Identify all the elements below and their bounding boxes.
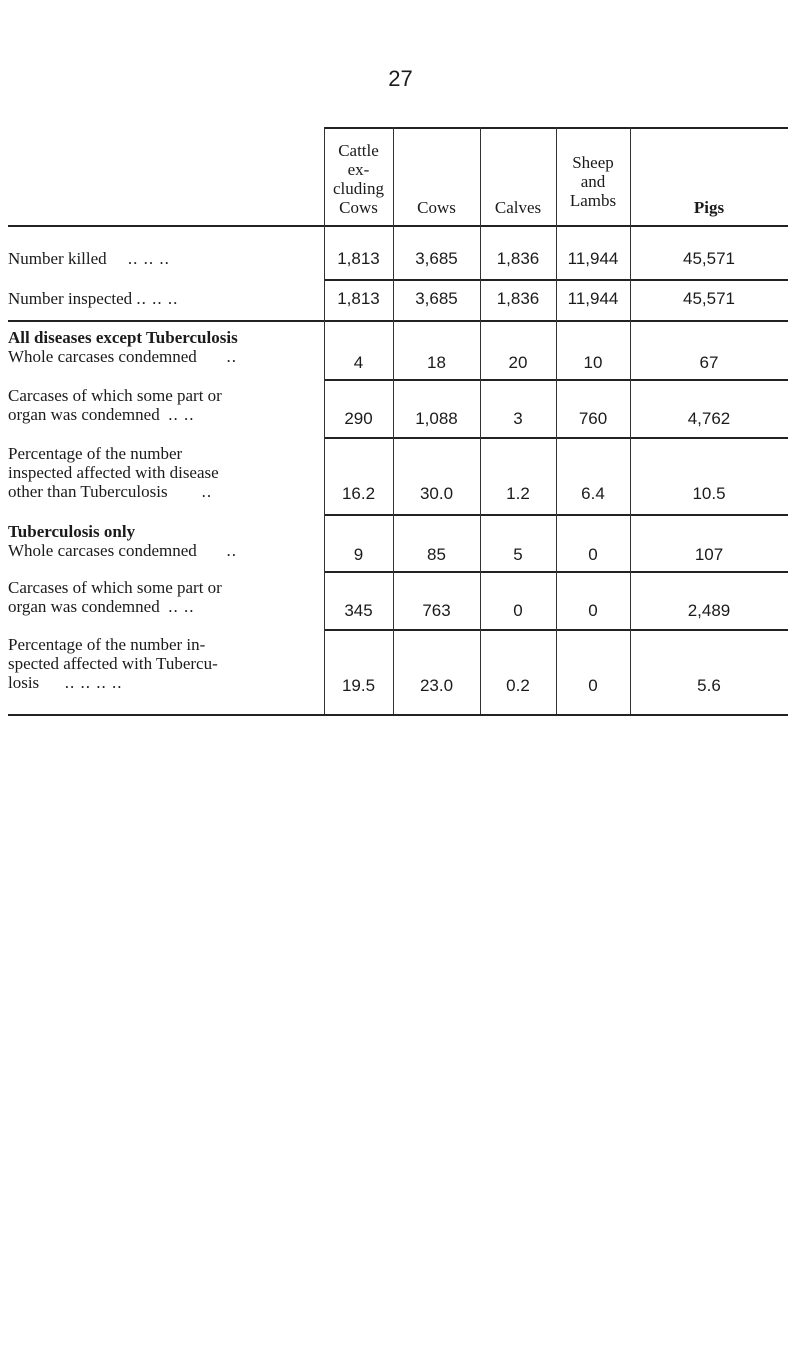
table-cell: 0	[588, 676, 598, 695]
rule-bottom	[8, 714, 788, 716]
table-cell: 18	[427, 353, 446, 372]
row-label: Percentage of the number in- spected affected with Tubercu- losis .. .. .. ..	[8, 635, 218, 692]
table-cell: 10.5	[692, 484, 726, 503]
table-cell: 67	[699, 353, 719, 372]
rule-header-bottom	[8, 225, 788, 227]
table-cell: 0	[588, 545, 598, 564]
row-label: Carcases of which some part or organ was condemned .. ..	[8, 578, 222, 616]
table-cell: 5.6	[697, 676, 721, 695]
table-cell: 290	[344, 409, 373, 428]
table-cell: 16.2	[341, 484, 376, 503]
table-cell: 85	[427, 545, 446, 564]
table-cell: 45,571	[683, 289, 735, 308]
table-cell: 20	[508, 353, 528, 372]
table-cell: 760	[578, 409, 608, 428]
table-cell: 19.5	[341, 676, 376, 695]
table-cell: 9	[353, 545, 364, 564]
column-header: Cows	[417, 198, 456, 217]
column-header: Pigs	[693, 198, 725, 217]
column-header: Calves	[494, 198, 542, 217]
table-cell: 0	[513, 601, 523, 620]
table-cell: 4,762	[687, 409, 731, 428]
column-header: Cattle ex- cluding Cows	[333, 141, 384, 217]
row-label: Percentage of the number inspected affected with disease other than Tuberculosis ..	[8, 444, 219, 501]
table-cell: 11,944	[567, 249, 619, 268]
table-cell: 1.2	[506, 484, 530, 503]
rule-row-2	[8, 320, 788, 322]
table-cell: 1,813	[337, 289, 380, 308]
page-number: 27	[388, 66, 413, 91]
table-cell: 4	[353, 353, 364, 372]
section-heading: All diseases except Tuberculosis	[8, 328, 238, 347]
row-label: Number inspected .. .. ..	[8, 289, 179, 308]
table-cell: 1,088	[415, 409, 458, 428]
table-cell: 1,836	[496, 249, 540, 268]
row-label: Whole carcases condemned ..	[8, 541, 238, 560]
table-cell: 1,813	[337, 249, 380, 268]
table-cell: 0.2	[506, 676, 530, 695]
table-cell: 3	[513, 409, 523, 428]
row-label: Number killed .. .. ..	[8, 249, 170, 268]
table-cell: 23.0	[419, 676, 454, 695]
table-cell: 3,685	[415, 289, 458, 308]
table-cell: 0	[588, 601, 598, 620]
row-label: Whole carcases condemned ..	[8, 347, 238, 366]
table-cell: 10	[583, 353, 603, 372]
table-cell: 107	[694, 545, 724, 564]
table-cell: 1,836	[496, 289, 540, 308]
section-heading: Tuberculosis only	[8, 522, 136, 541]
table-cell: 3,685	[415, 249, 458, 268]
table-cell: 11,944	[567, 289, 619, 308]
table-cell: 763	[422, 601, 451, 620]
row-label: Carcases of which some part or organ was condemned .. ..	[8, 386, 222, 424]
table-cell: 2,489	[687, 601, 731, 620]
inspection-table	[8, 127, 788, 727]
table-cell: 6.4	[581, 484, 605, 503]
table-cell: 5	[513, 545, 523, 564]
table-cell: 30.0	[419, 484, 454, 503]
column-header: Sheep and Lambs	[569, 153, 617, 210]
table-cell: 45,571	[683, 249, 735, 268]
table-cell: 345	[344, 601, 373, 620]
